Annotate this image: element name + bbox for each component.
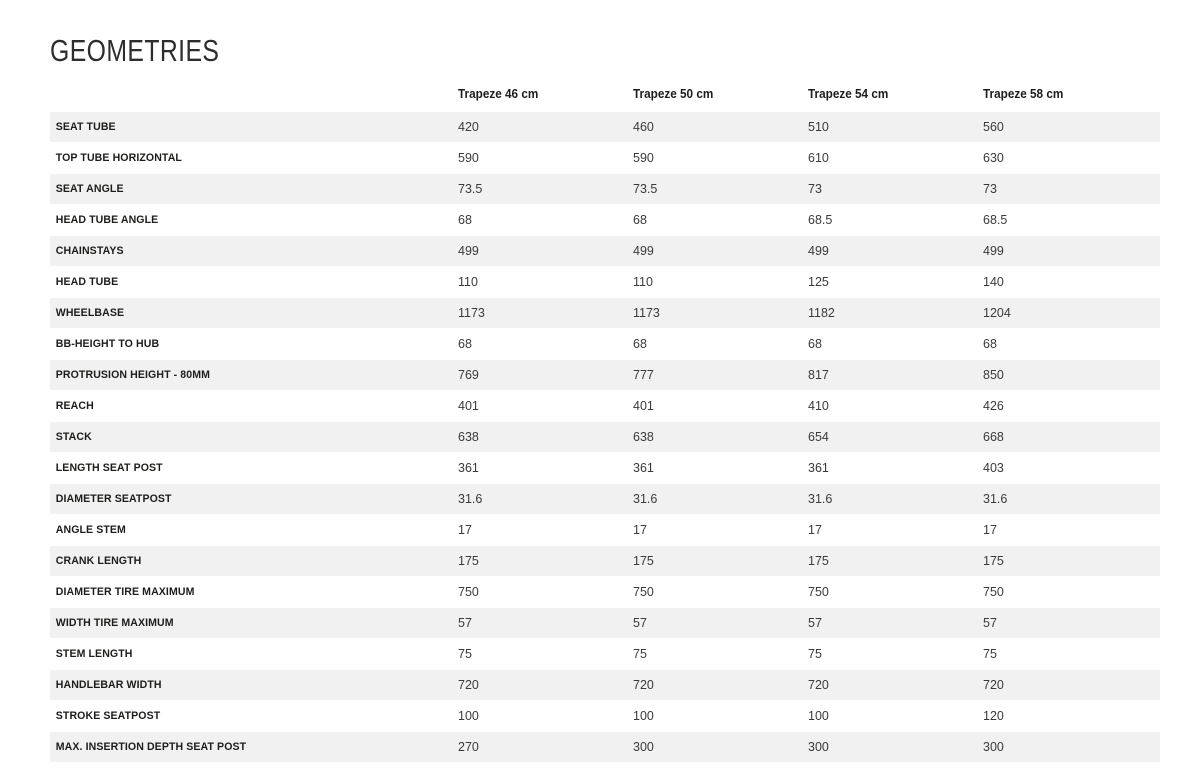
row-value: 175: [458, 554, 479, 568]
row-value: 17: [633, 523, 647, 537]
row-value: 668: [983, 430, 1004, 444]
row-label: ANGLE STEM: [55, 524, 126, 536]
row-label: TOP TUBE HORIZONTAL: [55, 152, 182, 164]
row-value: 750: [633, 585, 654, 599]
table-header-row: [50, 76, 1160, 112]
row-value: 638: [458, 430, 479, 444]
row-value: 68: [633, 337, 647, 351]
row-value: 510: [808, 120, 829, 134]
page-title: GEOMETRIES: [50, 33, 220, 68]
table-row: [50, 701, 1160, 732]
row-label: STACK: [55, 431, 92, 443]
row-value: 17: [808, 523, 822, 537]
row-value: 610: [808, 151, 829, 165]
table-row: [50, 360, 1160, 391]
row-value: 175: [633, 554, 654, 568]
table-row: [50, 670, 1160, 701]
table-row: [50, 422, 1160, 453]
row-value: 68.5: [808, 213, 833, 227]
row-value: 426: [983, 399, 1004, 413]
row-value: 73.5: [458, 182, 483, 196]
row-value: 560: [983, 120, 1004, 134]
row-value: 68: [458, 213, 472, 227]
row-value: 125: [808, 275, 829, 289]
row-value: 175: [983, 554, 1004, 568]
row-value: 410: [808, 399, 829, 413]
column-header-trapeze-58: Trapeze 58 cm: [983, 87, 1064, 101]
row-value: 73: [808, 182, 822, 196]
table-row: [50, 205, 1160, 236]
row-label: STROKE SEATPOST: [55, 710, 161, 722]
table-row: [50, 236, 1160, 267]
row-value: 1173: [633, 306, 660, 320]
row-value: 75: [983, 647, 997, 661]
row-value: 175: [808, 554, 829, 568]
row-label: REACH: [55, 400, 94, 412]
row-label: PROTRUSION HEIGHT - 80MM: [55, 369, 211, 381]
row-label: DIAMETER TIRE MAXIMUM: [55, 586, 195, 598]
row-value: 100: [633, 709, 654, 723]
row-value: 720: [458, 678, 479, 692]
row-value: 654: [808, 430, 829, 444]
row-value: 720: [633, 678, 654, 692]
row-label: MAX. INSERTION DEPTH SEAT POST: [55, 741, 247, 753]
row-value: 750: [808, 585, 829, 599]
table-body: [50, 112, 1160, 763]
row-value: 850: [983, 368, 1004, 382]
table-row: [50, 453, 1160, 484]
row-label: BB-HEIGHT TO HUB: [55, 338, 160, 350]
table-row: [50, 329, 1160, 360]
row-value: 403: [983, 461, 1004, 475]
row-value: 777: [633, 368, 654, 382]
geometry-table: [50, 76, 1160, 763]
row-value: 110: [633, 275, 653, 289]
row-value: 57: [808, 616, 822, 630]
row-value: 361: [808, 461, 829, 475]
row-value: 1182: [808, 306, 835, 320]
row-value: 31.6: [808, 492, 833, 506]
row-value: 68: [458, 337, 472, 351]
row-value: 300: [808, 740, 829, 754]
row-value: 499: [458, 244, 479, 258]
table-row: [50, 639, 1160, 670]
row-value: 100: [808, 709, 829, 723]
row-value: 57: [633, 616, 647, 630]
row-label: CRANK LENGTH: [55, 555, 142, 567]
row-value: 270: [458, 740, 479, 754]
row-value: 75: [808, 647, 822, 661]
row-value: 120: [983, 709, 1004, 723]
row-value: 401: [633, 399, 654, 413]
table-row: [50, 391, 1160, 422]
row-value: 401: [458, 399, 479, 413]
table-row: [50, 298, 1160, 329]
column-header-trapeze-50: Trapeze 50 cm: [633, 87, 714, 101]
table-row: [50, 112, 1160, 143]
table-row: [50, 143, 1160, 174]
table-row: [50, 515, 1160, 546]
row-value: 499: [633, 244, 654, 258]
row-value: 630: [983, 151, 1004, 165]
row-value: 75: [633, 647, 647, 661]
table-row: [50, 732, 1160, 763]
row-value: 590: [633, 151, 654, 165]
row-label: HANDLEBAR WIDTH: [55, 679, 162, 691]
row-value: 57: [983, 616, 997, 630]
row-label: SEAT TUBE: [55, 121, 116, 133]
row-value: 100: [458, 709, 479, 723]
row-label: WIDTH TIRE MAXIMUM: [55, 617, 174, 629]
row-value: 31.6: [633, 492, 658, 506]
row-value: 73: [983, 182, 997, 196]
table-row: [50, 174, 1160, 205]
row-value: 1173: [458, 306, 485, 320]
table-row: [50, 577, 1160, 608]
row-value: 361: [458, 461, 479, 475]
row-value: 750: [983, 585, 1004, 599]
row-value: 75: [458, 647, 472, 661]
table-row: [50, 267, 1160, 298]
column-header-trapeze-46: Trapeze 46 cm: [458, 87, 539, 101]
row-value: 1204: [983, 306, 1011, 320]
column-header-trapeze-54: Trapeze 54 cm: [808, 87, 889, 101]
row-value: 68: [633, 213, 647, 227]
row-value: 140: [983, 275, 1004, 289]
row-value: 638: [633, 430, 654, 444]
row-value: 110: [458, 275, 478, 289]
row-label: HEAD TUBE: [55, 276, 119, 288]
row-label: SEAT ANGLE: [55, 183, 124, 195]
row-value: 420: [458, 120, 479, 134]
table-row: [50, 546, 1160, 577]
row-value: 68.5: [983, 213, 1008, 227]
row-value: 300: [633, 740, 654, 754]
row-value: 17: [458, 523, 472, 537]
row-value: 300: [983, 740, 1004, 754]
row-value: 31.6: [983, 492, 1008, 506]
table-row: [50, 608, 1160, 639]
row-label: WHEELBASE: [55, 307, 125, 319]
row-label: HEAD TUBE ANGLE: [55, 214, 159, 226]
row-value: 68: [983, 337, 997, 351]
table-row: [50, 484, 1160, 515]
row-value: 499: [983, 244, 1004, 258]
row-value: 499: [808, 244, 829, 258]
row-label: DIAMETER SEATPOST: [55, 493, 172, 505]
row-label: STEM LENGTH: [55, 648, 133, 660]
row-value: 361: [633, 461, 654, 475]
row-value: 17: [983, 523, 997, 537]
row-value: 590: [458, 151, 479, 165]
row-label: CHAINSTAYS: [55, 245, 124, 257]
row-value: 750: [458, 585, 479, 599]
row-label: LENGTH SEAT POST: [55, 462, 163, 474]
row-value: 720: [983, 678, 1004, 692]
geometries-section: [50, 0, 1160, 763]
row-value: 31.6: [458, 492, 483, 506]
row-value: 57: [458, 616, 472, 630]
row-value: 73.5: [633, 182, 658, 196]
row-value: 720: [808, 678, 829, 692]
row-value: 769: [458, 368, 479, 382]
row-value: 68: [808, 337, 822, 351]
row-value: 460: [633, 120, 654, 134]
row-value: 817: [808, 368, 829, 382]
